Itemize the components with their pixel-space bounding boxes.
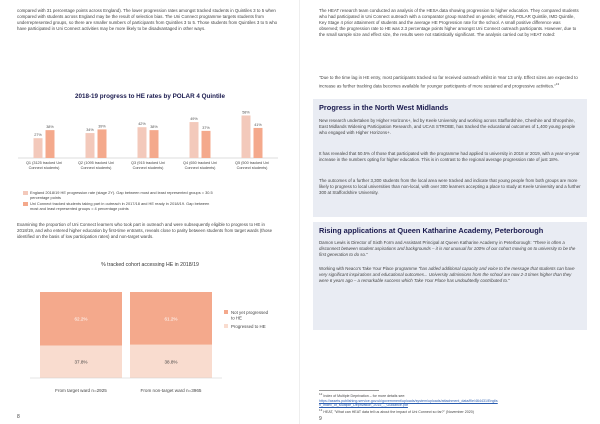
polar-bar (86, 133, 95, 158)
cohort-legend-swatch (224, 324, 228, 328)
footnote-12-link[interactable]: https://assets.publishing.service.gov.uk/government/uploads/system/uploads/attachment_data/file/464431/English_Index_of_Multiple_Deprivation_2015_-_Guidance.pdf (319, 398, 498, 408)
heat-quote-text: "Due to the time lag in HE entry, most participants tracked so far received outreach whilst in Year 13 only. Effect sizes are expected to increase as further tracking data becomes available for younger participants of more sustained and progressive activities." (319, 75, 578, 89)
polar-category-label: Q2 (1095 tracked Uni (77, 161, 115, 165)
legend-uni-connect-text-1: Uni Connect tracked students taking part in outreach in 2017/18 and HE ready in 2018/19. Gap between (30, 201, 210, 206)
polar-category-label: Q4 (650 tracked Uni (183, 161, 217, 165)
nwm-paragraph-1: New research undertaken by Higher Horizons+, led by Keele University and working across Staffordshire, Cheshire and Shropshire, East Midlands Widening Participation Research, and UCAS STROBE, has tracked the educational outcomes of 1,400 young people who engaged with Higher Horizons+. (319, 118, 576, 136)
right-page (300, 0, 600, 424)
cohort-legend-text: Progressed to HE (231, 324, 266, 329)
footnote-ref-13: 13 (555, 82, 560, 87)
polar-bar (46, 130, 55, 158)
cohort-top-label: 62.2% (74, 316, 88, 322)
nwm-paragraph-2: It has revealed that 50.5% of those that participated with the programme had applied to university in 2018 or 2019, with a year-on-year increase in the numbers opting for higher education. This is in contrast to the regional average progression rate of just 18%. (319, 151, 580, 163)
polar-category-label: Connect students) (184, 166, 216, 170)
polar-category-label: Connect students) (132, 166, 164, 170)
nwm-paragraph-3: The outcomes of a further 3,300 students from the local area were tracked and indicate that young people from both groups are more likely to progress to local universities than non-local, with over 300 learners accepting a place to study at Keele University and a further 300 at Staffordshire University. (319, 178, 581, 196)
footnote-13-text: HEAT, "What can HEAT data tell us about the impact of Uni Connect so far?" (November 2020) (323, 410, 474, 415)
polar-bar (254, 128, 263, 158)
footnote-12 (319, 392, 581, 408)
polar-bar-label: 34% (86, 128, 94, 133)
cohort-category-label: From non-target ward n=3965 (140, 388, 202, 393)
qka-paragraph-1-quote: "There is often a disconnect between student aspirations and backgrounds – it is not unusual for 100% of our cohort moving on to university to be the first generation to do so." (319, 240, 576, 258)
footnote-12-text: Index of Multiple Deprivation – for more details see: (323, 394, 406, 399)
polar-bar-label: 42% (138, 122, 146, 127)
polar-bar-label: 38% (46, 125, 54, 130)
polar-bar-label: 49% (190, 117, 198, 122)
cohort-top-label: 61.2% (164, 316, 178, 322)
right-page-number: 9 (319, 416, 322, 422)
polar-bar-label: 39% (98, 124, 106, 129)
polar-bar (98, 129, 107, 158)
cohort-chart (0, 270, 300, 420)
polar-bar (190, 122, 199, 158)
polar-bar (150, 130, 159, 158)
legend-england (23, 190, 283, 200)
footnote-rule (319, 390, 379, 391)
polar-bar-label: 37% (202, 125, 210, 130)
cohort-bottom-label: 38.8% (164, 359, 178, 365)
cohort-chart-title: % tracked cohort accessing HE in 2018/19 (101, 262, 199, 268)
polar-category-label: Q5 (500 tracked Uni (235, 161, 269, 165)
left-page-number: 8 (17, 414, 20, 420)
polar-bar-label: 41% (254, 122, 262, 127)
heat-quote-paragraph (319, 75, 581, 90)
legend-uni-connect-text-2: most and least represented groups = 4 percentage points (30, 206, 129, 211)
qka-paragraph-2 (319, 266, 581, 284)
cohort-legend-text: to HE (231, 315, 242, 321)
north-west-midlands-title: Progress in the North West Midlands (319, 103, 449, 112)
polar-category-label: Connect students) (28, 166, 60, 170)
footnote-13-marker: 13 (319, 408, 323, 412)
intro-paragraph: compared with 31 percentage points across England). The lower progression rates amongst tracked students in Quintiles 3 to 5 when compared with students across England may be the result of selection bias. The Uni Connect programme targets students from underrepresented groups, so there are smaller numbers of participants from Quintiles 3 to 5. Those students from Quintiles 3 to 5 who have participated in Uni Connect activities may be more likely to be disadvantaged in other ways. (17, 8, 278, 32)
legend-england-text-2: percentage points (30, 195, 61, 200)
qka-paragraph-2-quote: "has added additional capacity and voice to the message that students can have very significant inspirations and educational outcomes... University admissions from the school are now 2-3 times higher than they were 6 years ago – a remarkable success which Take Your Place has undoubtedly contributed to." (319, 266, 575, 284)
polar-bar (138, 127, 147, 158)
polar-bar-label: 38% (150, 125, 158, 130)
cohort-legend-swatch (224, 310, 228, 314)
qka-paragraph-1 (319, 240, 581, 258)
cohort-bottom-label: 37.8% (74, 359, 88, 365)
north-west-midlands-box (313, 99, 587, 217)
polar-category-label: Q3 (915 tracked Uni (131, 161, 165, 165)
queen-katharine-box (313, 222, 587, 330)
queen-katharine-title: Rising applications at Queen Katharine Academy, Peterborough (319, 226, 544, 235)
cohort-legend-text: Not yet progressed (231, 310, 269, 315)
footnote-13 (319, 408, 581, 415)
cohort-category-label: From target ward n=2925 (55, 388, 107, 393)
polar-chart-title: 2018-19 progress to HE rates by POLAR 4 Quintile (74, 93, 226, 100)
polar-bar-label: 58% (242, 110, 250, 115)
footnote-12-marker: 12 (319, 392, 323, 396)
polar-bar (34, 138, 43, 158)
legend-england-text-1: England 2018/19 HE progression rate (stage 2Y). Gap between most and least represented groups = 30.5 (30, 190, 213, 195)
legend-uni-connect (23, 201, 283, 211)
polar-bar-label: 27% (34, 133, 42, 138)
polar-category-label: Connect students) (236, 166, 268, 170)
polar-category-label: Connect students) (80, 166, 112, 170)
polar-bar (242, 115, 251, 158)
polar-chart (0, 100, 300, 190)
qka-paragraph-2-intro: Working with Neaco's Take Your Place programme (319, 266, 419, 271)
middle-paragraph: Examining the proportion of Uni Connect learners who took part in outreach and were subsequently eligible to progress to HE in 2018/19, and who entered higher education by first-time entrants, reveals close to parity between students from target wards (those identified on the basis of low participation rates) and non-target wards. (17, 222, 273, 240)
polar-bar (202, 131, 211, 158)
qka-paragraph-1-intro: Damon Lewis is Director of Sixth Form and Assistant Principal at Queen Katharine Academy in Peterborough: (319, 240, 533, 245)
polar-category-label: Q1 (3125 tracked Uni (25, 161, 63, 165)
heat-analysis-paragraph: The HEAT research team conducted an analysis of the HESA data showing progression to higher education. They compared students who had participated in Uni Connect outreach with a comparator group matched on gender, ethnicity, POLAR Quintile, IMD Quintile, Key Stage 4 prior attainment of students and the average HE Progression rate for the school. A small positive difference was observed; the progression rate to HE was 2.3 percentage points higher amongst Uni Connect outreach participants. However, due to the small sample size and effect size, the results were not statistically significant. The analysis carried out by HEAT noted: (319, 8, 579, 38)
